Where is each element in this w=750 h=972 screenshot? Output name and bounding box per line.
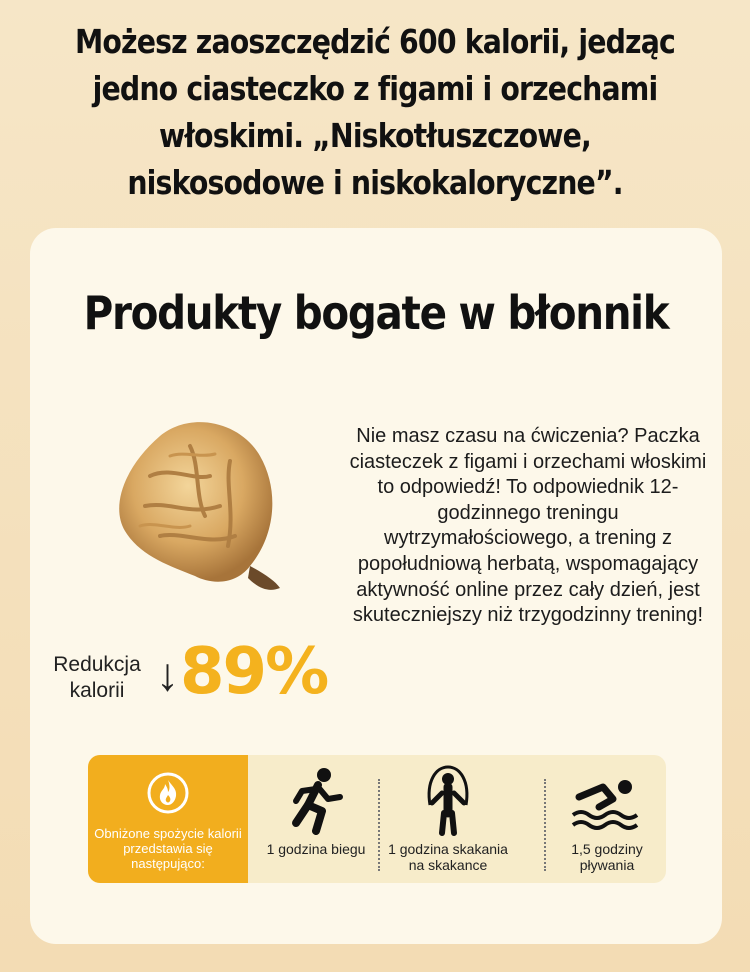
activity-label: 1,5 godziny pływania [571, 841, 643, 873]
activity-running [254, 755, 378, 883]
info-card [30, 228, 722, 944]
calorie-reduction-value: 89% [180, 635, 328, 709]
activity-label: 1 godzina skakania na skakance [388, 841, 508, 873]
description-text: Nie masz czasu na ćwiczenia? Paczka ciasteczek z figami i orzechami włoskimi to odpowiedź! To odpowiednik 12-godzinnego treningu wytrzymałościowego, a trening z popołudniową herbatą, wspomagający aktywność online przez cały dzień, jest skuteczniejszy niż trzygodzinny trening! [349, 425, 707, 627]
jump-rope-icon [422, 763, 474, 837]
headline: Możesz zaoszczędzić 600 kalorii, jedząc jedno ciasteczko z figami i orzechami włoskimi. „Niskotłuszczowe, niskosodowe i niskokaloryczne”. [75, 22, 675, 202]
stats-intro-text: Obniżone spożycie kalorii przedstawia się następująco: [94, 826, 242, 871]
down-arrow-icon: ↓ [156, 648, 179, 700]
swimming-icon [569, 775, 645, 831]
running-icon [288, 767, 344, 835]
flame-icon [146, 771, 190, 815]
activity-comparison-panel [88, 755, 666, 883]
fig-walnut-image [100, 406, 300, 606]
divider [544, 779, 546, 871]
activity-swimming [548, 755, 666, 883]
card-title: Produkty bogate w błonnik [83, 286, 669, 340]
divider [378, 779, 380, 871]
stats-intro-box [88, 755, 248, 883]
activity-label: 1 godzina biegu [266, 841, 366, 857]
activity-jump-rope [382, 755, 514, 883]
calorie-reduction-label: Redukcja kalorii [53, 653, 141, 702]
